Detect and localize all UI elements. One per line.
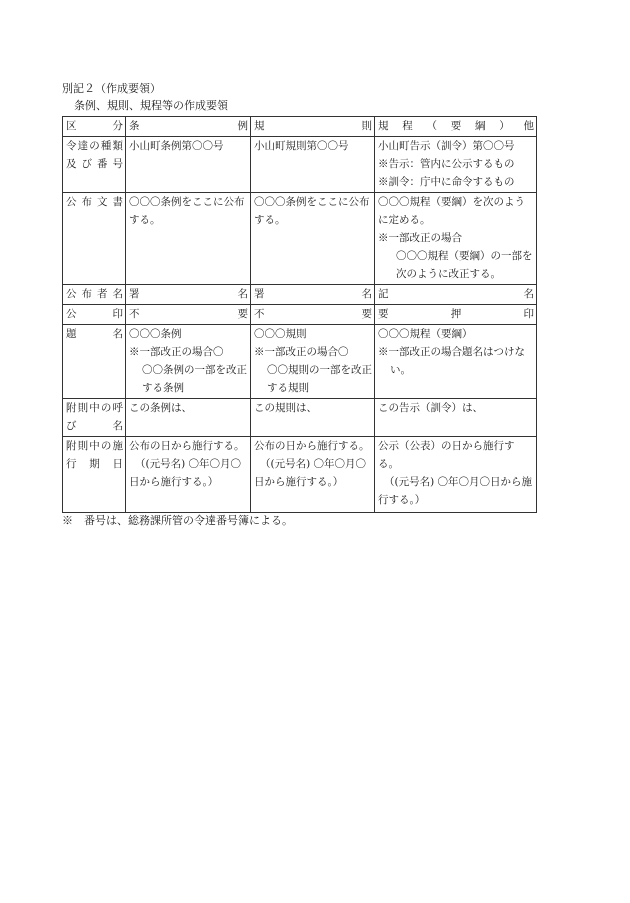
row-promulgation-text [63, 193, 537, 285]
cell-jorei-seal: 不要 [126, 305, 251, 325]
table-caption: 条例、規則、規程等の作成要領 [74, 99, 228, 112]
row-effective-date [63, 437, 537, 513]
cell-other-number [375, 137, 537, 193]
note-kokuji: ※告示：管内に公示するもの [378, 158, 515, 170]
cell-jorei-promulgation: 〇〇〇条例をここに公布する。 [126, 193, 251, 285]
cell-kisoku-seal: 不要 [251, 305, 375, 325]
label-promulgation-text: 公布文書 [63, 193, 126, 285]
row-supplement-name [63, 399, 537, 437]
row-official-seal [63, 305, 537, 325]
other-number-format: 小山町告示（訓令）第〇〇号 [378, 140, 515, 152]
cell-other-seal: 要押印 [375, 305, 537, 325]
cell-kisoku-supplement-name: この規則は、 [251, 399, 375, 437]
cell-kisoku-title: 〇〇〇規則 ※一部改正の場合〇 〇〇規則の一部を改正する規則 [251, 325, 375, 399]
label-official-seal: 公印 [63, 305, 126, 325]
cell-kisoku-promulgator: 署名 [251, 285, 375, 305]
cell-jorei-promulgator: 署名 [126, 285, 251, 305]
cell-other-effective-date: 公示（公表）の日から施行する。 （(元号名) 〇年〇月〇日から施行する。） [375, 437, 537, 513]
header-other: 規程（要綱）他 [375, 117, 537, 137]
label-order-type-number: 令達の種類及び番号 [63, 137, 126, 193]
note-kunrei: ※訓令：庁中に命令するもの [378, 176, 515, 188]
row-order-type-number [63, 137, 537, 193]
note-partial-amendment: ※一部改正の場合 [378, 232, 462, 244]
cell-kisoku-effective-date: 公布の日から施行する。 （(元号名) 〇年〇月〇日から施行する。） [251, 437, 375, 513]
label-effective-date: 附則中の施行期日 [63, 437, 126, 513]
cell-other-promulgation [375, 193, 537, 285]
other-promulgation-text: 〇〇〇規程（要綱）を次のように定める。 [378, 196, 525, 226]
header-row [63, 117, 537, 137]
row-title [63, 325, 537, 399]
other-amendment-text: 〇〇〇規程（要綱）の一部を次のように改正する。 [396, 250, 533, 280]
row-promulgator-name [63, 285, 537, 305]
drafting-guideline-table [62, 116, 537, 513]
label-supplement-name: 附則中の呼び名 [63, 399, 126, 437]
cell-jorei-supplement-name: この条例は、 [126, 399, 251, 437]
cell-kisoku-promulgation: 〇〇〇条例をここに公布する。 [251, 193, 375, 285]
annex-heading: 別記２（作成要領） [62, 82, 161, 95]
cell-other-supplement-name: この告示（訓令）は、 [375, 399, 537, 437]
header-jorei: 条例 [126, 117, 251, 137]
header-kisoku: 規則 [251, 117, 375, 137]
footnote: ※ 番号は、総務課所管の令達番号簿による。 [62, 514, 293, 527]
cell-jorei-title: 〇〇〇条例 ※一部改正の場合〇 〇〇条例の一部を改正する条例 [126, 325, 251, 399]
header-category: 区分 [63, 117, 126, 137]
cell-other-title: 〇〇〇規程（要綱） ※一部改正の場合題名はつけない。 [375, 325, 537, 399]
cell-jorei-number: 小山町条例第〇〇号 [126, 137, 251, 193]
label-title: 題名 [63, 325, 126, 399]
cell-kisoku-number: 小山町規則第〇〇号 [251, 137, 375, 193]
cell-jorei-effective-date: 公布の日から施行する。 （(元号名) 〇年〇月〇日から施行する。） [126, 437, 251, 513]
cell-other-promulgator: 記名 [375, 285, 537, 305]
label-promulgator-name: 公布者名 [63, 285, 126, 305]
